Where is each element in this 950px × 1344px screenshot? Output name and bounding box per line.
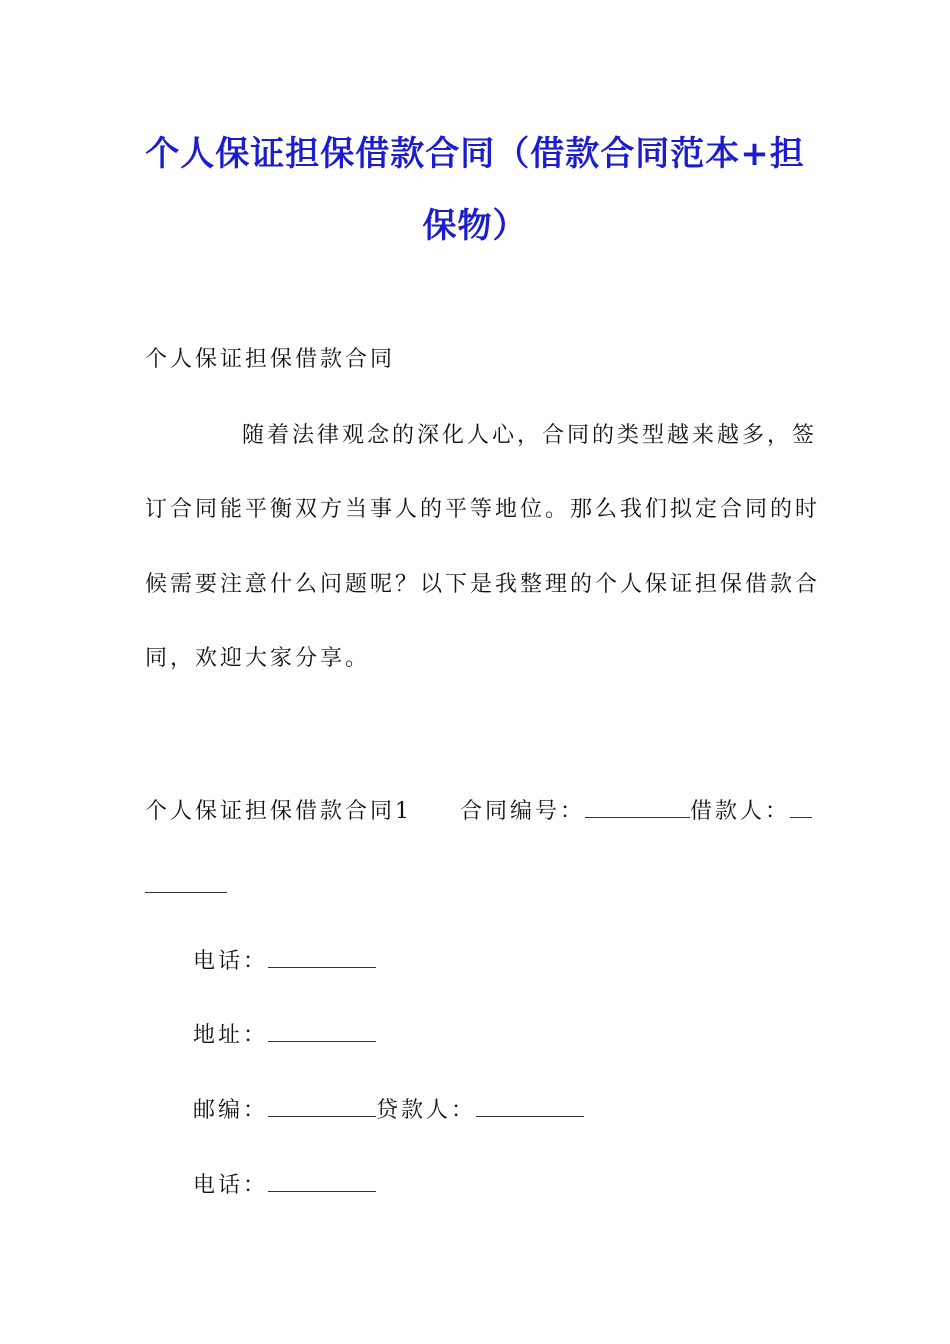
- intro-paragraph-line-3: 候需要注意什么问题呢？以下是我整理的个人保证担保借款合: [145, 572, 821, 597]
- contract-number-label: 合同编号：: [460, 799, 586, 824]
- intro-paragraph-line-1: 随着法律观念的深化人心，合同的类型越来越多，签: [242, 423, 818, 448]
- borrower-field-start[interactable]: [790, 795, 812, 818]
- document-title-line-1: 个人保证担保借款合同（借款合同范本+担: [145, 134, 805, 174]
- postcode-label: 邮编：: [193, 1098, 269, 1123]
- borrower-field-end[interactable]: [145, 870, 227, 893]
- borrower-phone-row: [193, 945, 376, 976]
- document-title-line-2: 保物）: [422, 206, 528, 246]
- lender-phone-field[interactable]: [268, 1169, 376, 1192]
- postcode-lender-row: [193, 1094, 584, 1125]
- lender-phone-row: [193, 1169, 376, 1200]
- intro-paragraph-line-4: 同，欢迎大家分享。: [145, 646, 371, 671]
- lender-label: 贷款人：: [376, 1098, 477, 1123]
- borrower-phone-field[interactable]: [268, 945, 376, 968]
- contract-heading: 个人保证担保借款合同1: [145, 799, 412, 824]
- borrower-postcode-field[interactable]: [268, 1094, 376, 1117]
- intro-paragraph-line-2: 订合同能平衡双方当事人的平等地位。那么我们拟定合同的时: [145, 497, 821, 522]
- borrower-address-row: [193, 1019, 376, 1050]
- borrower-address-field[interactable]: [268, 1019, 376, 1042]
- lender-field[interactable]: [476, 1094, 584, 1117]
- borrower-field-continuation-row: [145, 870, 227, 901]
- contract-number-field[interactable]: [585, 795, 690, 818]
- section-subtitle: 个人保证担保借款合同: [145, 347, 396, 372]
- phone2-label: 电话：: [193, 1173, 269, 1198]
- contract-heading-row: [145, 795, 812, 826]
- borrower-label: 借款人：: [690, 799, 791, 824]
- address-label: 地址：: [193, 1023, 269, 1048]
- phone-label: 电话：: [193, 949, 269, 974]
